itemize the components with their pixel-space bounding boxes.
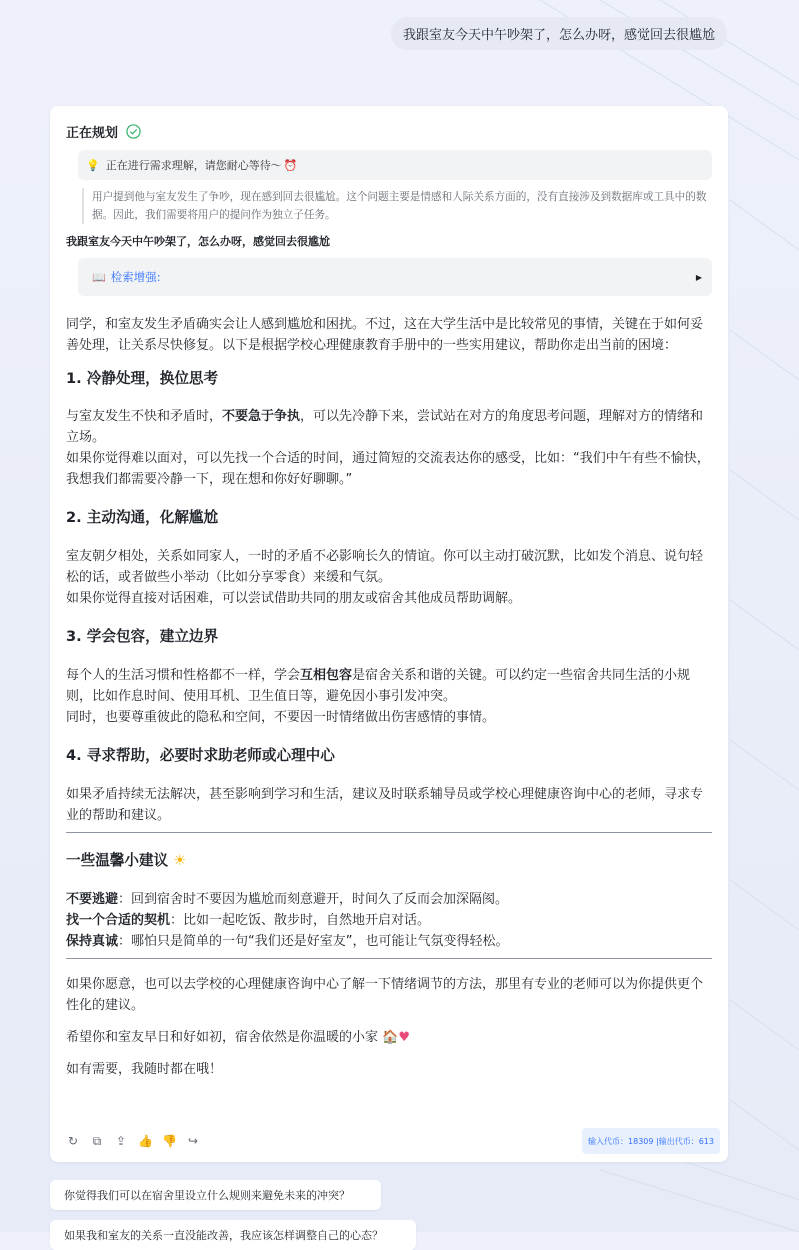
response-toolbar xyxy=(66,1128,720,1154)
sub-question: 我跟室友今天中午吵架了，怎么办呀，感觉回去很尴尬 xyxy=(66,235,330,248)
notice-text: 正在进行需求理解，请您耐心等待～ xyxy=(105,159,282,172)
answer-intro: 同学，和室友发生矛盾确实会让人感到尴尬和困扰。不过，这在大学生活中是比较常见的事情，关键在于如何妥善处理，让关系尽快修复。以下是根据学校心理健康教育手册中的一些实用建议，帮助你走出当前的困境： xyxy=(66,317,704,353)
bold-text: 不要急于争执 xyxy=(222,409,301,424)
section-3-paragraph-2: 同时，也要尊重彼此的隐私和空间，不要因一时情绪做出伤害感情的事情。 xyxy=(66,710,496,725)
text-segment: ：哪怕只是简单的一句“我们还是好室友”，也可能让气氛变得轻松。 xyxy=(118,934,509,949)
text-segment: 每个人的生活习惯和性格都不一样，学会 xyxy=(66,668,301,683)
section-2-paragraph-2: 如果你觉得直接对话困难，可以尝试借助共同的朋友或宿舍其他成员帮助调解。 xyxy=(66,591,522,606)
closing-paragraph-1: 如果你愿意，也可以去学校的心理健康咨询中心了解一下情绪调节的方法，那里有专业的老师可以为你提供更个性化的建议。 xyxy=(66,977,704,1013)
copy-icon[interactable]: ⧉ xyxy=(92,1134,102,1148)
section-4-title: 4. 寻求帮助，必要时求助老师或心理中心 xyxy=(66,747,335,764)
text-segment: ：回到宿舍时不要因为尴尬而刻意避开，时间久了反而会加深隔阂。 xyxy=(118,892,509,907)
share-icon[interactable]: ⇪ xyxy=(115,1134,127,1148)
divider xyxy=(66,832,712,833)
tip-3 xyxy=(66,931,712,952)
bold-text: 保持真诚 xyxy=(66,934,119,949)
house-icon: 🏠 xyxy=(382,1030,399,1045)
text-segment: 与室友发生不快和矛盾时， xyxy=(66,409,223,424)
tip-2 xyxy=(66,910,712,931)
planning-reasoning: 用户提到他与室友发生了争吵，现在感到回去很尴尬。这个问题主要是情感和人际关系方面的，没有直接涉及到数据库或工具中的数据。因此，我们需要将用户的提问作为独立子任务。 xyxy=(82,188,712,224)
closing-paragraph-2 xyxy=(66,1027,712,1048)
section-3-paragraph-1 xyxy=(66,665,712,707)
divider xyxy=(66,958,712,959)
token-usage-badge: 输入代币：18309 |输出代币：613 xyxy=(582,1128,720,1154)
bold-text: 找一个合适的契机 xyxy=(66,913,171,928)
section-2-paragraph-1: 室友朝夕相处，关系如同家人，一时的矛盾不必影响长久的情谊。你可以主动打破沉默，比如发个消息、说句轻松的话，或者做些小举动（比如分享零食）来缓和气氛。 xyxy=(66,549,704,585)
sun-icon: ☀ xyxy=(173,852,187,869)
text-segment: ：比如一起吃饭、散步时，自然地开启对话。 xyxy=(170,913,431,928)
planning-title: 正在规划 xyxy=(66,125,119,141)
text-segment: 是宿舍关系和谐的关键。可以约定一些宿舍共同生活的小规则，比如作息时间、使用耳机、卫生值日等，避免因小事引发冲突。 xyxy=(66,668,691,704)
refresh-icon[interactable]: ↻ xyxy=(67,1134,79,1148)
section-2-title: 2. 主动沟通，化解尴尬 xyxy=(66,509,219,526)
heart-icon: ♥ xyxy=(398,1030,410,1045)
retrieval-label: 检索增强: xyxy=(110,270,161,284)
lightbulb-icon: 💡 xyxy=(86,158,100,172)
bold-text: 不要逃避 xyxy=(66,892,119,907)
thumbs-up-icon[interactable]: 👍 xyxy=(138,1134,153,1148)
section-1-paragraph-1 xyxy=(66,406,712,448)
caret-right-icon[interactable]: ▶ xyxy=(695,272,702,282)
suggested-question-2[interactable]: 如果我和室友的关系一直没能改善，我应该怎样调整自己的心态？ xyxy=(50,1220,416,1250)
alarm-clock-icon: ⏰ xyxy=(283,158,298,172)
text-segment: 希望你和室友早日和好如初，宿舍依然是你温暖的小家 xyxy=(66,1030,379,1045)
user-message-bubble: 我跟室友今天中午吵架了，怎么办呀，感觉回去很尴尬 xyxy=(391,17,727,50)
section-1-paragraph-2: 如果你觉得难以面对，可以先找一个合适的时间，通过简短的交流表达你的感受，比如：“我们中午有些不愉快，我想我们都需要冷静一下，现在想和你好好聊聊。” xyxy=(66,451,710,487)
planning-notice xyxy=(78,150,712,180)
forward-icon[interactable]: ↪ xyxy=(187,1134,199,1148)
check-circle-icon xyxy=(126,124,141,139)
tip-1 xyxy=(66,889,712,910)
retrieval-augment-toggle[interactable] xyxy=(78,258,712,296)
suggested-question-1[interactable]: 你觉得我们可以在宿舍里设立什么规则来避免未来的冲突？ xyxy=(50,1180,381,1210)
section-4-paragraph-1: 如果矛盾持续无法解决，甚至影响到学习和生活，建议及时联系辅导员或学校心理健康咨询中心的老师，寻求专业的帮助和建议。 xyxy=(66,787,704,823)
tips-title xyxy=(66,850,712,872)
section-1-title: 1. 冷静处理，换位思考 xyxy=(66,370,219,387)
planning-header xyxy=(66,122,712,140)
assistant-response-card xyxy=(50,106,728,1162)
tips-title-text: 一些温馨小建议 xyxy=(66,852,169,869)
bold-text: 互相包容 xyxy=(300,668,353,683)
text-segment: ，可以先冷静下来，尝试站在对方的角度思考问题，理解对方的情绪和立场。 xyxy=(66,409,704,445)
answer-content xyxy=(66,314,712,1080)
thumbs-down-icon[interactable]: 👎 xyxy=(162,1134,177,1148)
closing-paragraph-3: 如有需要，我随时都在哦！ xyxy=(66,1062,223,1077)
book-icon: 📖 xyxy=(92,270,106,284)
section-3-title: 3. 学会包容，建立边界 xyxy=(66,628,219,645)
